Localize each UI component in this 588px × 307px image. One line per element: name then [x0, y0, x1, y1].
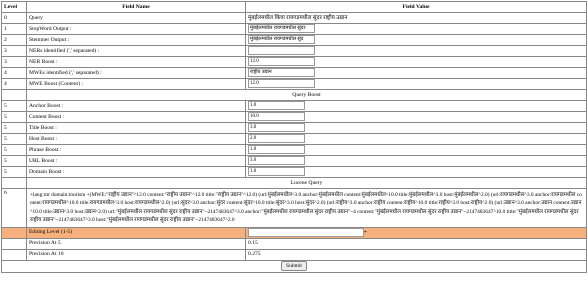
level-cell: 6 — [2, 189, 27, 228]
domain-boost-label: Domain Boost : — [27, 167, 246, 178]
ner-boost-field[interactable]: 12.0 — [248, 57, 315, 66]
stemmer-label: Stemmer Output : — [27, 35, 246, 46]
precision10-row — [2, 249, 587, 260]
submit-button[interactable]: Submit — [281, 261, 307, 271]
url-boost-field[interactable]: 3.0 — [248, 156, 305, 165]
level-cell: 0 — [2, 13, 27, 24]
phrase-boost-field[interactable]: 1.0 — [248, 145, 305, 154]
mwe-boost-label: MWE Boost (Content) : — [27, 79, 246, 90]
header-row — [2, 2, 587, 13]
level-cell: 4 — [2, 79, 27, 90]
ner-boost-row — [2, 57, 587, 68]
header-level: Level — [2, 2, 27, 13]
editing-level-row — [2, 227, 587, 238]
query-boost-section-row — [2, 90, 587, 101]
precision5-row — [2, 238, 587, 249]
level-cell: 5 — [2, 167, 27, 178]
precision10-value: 0.275 — [246, 249, 587, 260]
lucene-section-row — [2, 178, 587, 189]
query-label: Query — [27, 13, 246, 24]
level-cell: 5 — [2, 112, 27, 123]
lucene-query-row — [2, 189, 587, 228]
query-boost-heading: Query Boost — [27, 90, 587, 101]
level-cell: 3 — [2, 46, 27, 57]
level-cell: 5 — [2, 123, 27, 134]
query-analysis-table — [1, 1, 587, 273]
stemmer-row — [2, 35, 587, 46]
domain-boost-field[interactable]: 1.0 — [248, 167, 305, 176]
stopword-label: StopWord Output : — [27, 24, 246, 35]
title-boost-row — [2, 123, 587, 134]
level-cell: 1 — [2, 24, 27, 35]
mwes-row — [2, 68, 587, 79]
header-field-value: Field Value — [246, 2, 587, 13]
ners-row — [2, 46, 587, 57]
stopword-output-field[interactable]: मुंबईलमधील रायगडमधील सुंदर — [248, 24, 315, 33]
url-boost-label: URL Boost : — [27, 156, 246, 167]
mwe-boost-field[interactable]: 12.0 — [248, 79, 315, 88]
ner-boost-label: NER Boost : — [27, 57, 246, 68]
domain-boost-row — [2, 167, 587, 178]
precision5-label: Precision At 5 — [27, 238, 246, 249]
editing-level-label: Editing Level (1-5) — [27, 227, 246, 238]
level-cell: 3 — [2, 57, 27, 68]
anchor-boost-field[interactable]: 1.0 — [248, 101, 305, 110]
title-boost-field[interactable]: 3.0 — [248, 123, 305, 132]
phrase-boost-row — [2, 145, 587, 156]
ners-label: NERs identified (',' separated) : — [27, 46, 246, 57]
anchor-boost-row — [2, 101, 587, 112]
submit-row — [2, 260, 587, 272]
precision5-value: 0.15 — [246, 238, 587, 249]
lucene-heading: Lucene Query — [27, 178, 587, 189]
level-cell: 5 — [2, 101, 27, 112]
stemmer-output-field[interactable]: मुंबईलमधील रायगडमधील सुंद — [248, 35, 315, 44]
title-boost-label: Title Boost : — [27, 123, 246, 134]
level-cell: 5 — [2, 134, 27, 145]
ners-field[interactable] — [248, 46, 315, 55]
host-boost-row — [2, 134, 587, 145]
query-value: मुंबईलमधील किंवा रायगडमधील सुंदर राष्ट्रीय उद्यान — [246, 13, 587, 24]
host-boost-label: Host Boost : — [27, 134, 246, 145]
level-cell: 5 — [2, 156, 27, 167]
required-mark: * — [364, 229, 367, 236]
header-field-name: Field Name — [27, 2, 246, 13]
editing-level-input[interactable] — [248, 228, 364, 237]
mwes-label: MWEs identified (',' separated) : — [27, 68, 246, 79]
url-boost-row — [2, 156, 587, 167]
mwe-boost-row — [2, 79, 587, 90]
level-cell: 2 — [2, 35, 27, 46]
level-cell: 4 — [2, 68, 27, 79]
phrase-boost-label: Phrase Boost : — [27, 145, 246, 156]
anchor-boost-label: Anchor Boost : — [27, 101, 246, 112]
mwes-field[interactable]: राष्ट्रीय उद्यान — [248, 68, 315, 77]
content-boost-label: Content Boost : — [27, 112, 246, 123]
host-boost-field[interactable]: 2.0 — [248, 134, 305, 143]
content-boost-row — [2, 112, 587, 123]
level-cell: 5 — [2, 145, 27, 156]
query-row — [2, 13, 587, 24]
lucene-query-text: +lang:mr domain:tourism +(MWE:"राष्ट्रीय उद्यान"^12.0 content:"राष्ट्रीय उद्यान"^12.0 title:"राष्ट्रीय उद्यान"^12.0) (url:मुंबईलमधील^3.0 anchor:मुंबईलमधील content:मुंबईलमधील^10.0 title:मुंबईलमधील^3.0 host:मुंबईलमधील^2.0) (url:रायगडमधील^3.0 anchor:रायगडमधील content:रायगडमधील^10.0 title:रायगडमधील^3.0 host:रायगडमधील^2.0) (url:सुंदर^3.0 anchor:सुंदर content:सुंदर^10.0 title:सुंदर^3.0 host:सुंदर^2.0) (url:राष्ट्रीय^3.0 anchor:राष्ट्रीय content:राष्ट्रीय^10.0 title:राष्ट्रीय^3.0 host:राष्ट्रीय^2.0) (url:उद्यान^3.0 anchor:उद्यान content:उद्यान^10.0 title:उद्यान^3.0 host:उद्यान^2.0) url:"मुंबईलमधील रायगडमधील सुंदर राष्ट्रीय उद्यान"~2147483647^3.0 anchor:"मुंबईलमधील रायगडमधील सुंदर राष्ट्रीय उद्यान"~4 content:"मुंबईलमधील रायगडमधील सुंदर राष्ट्रीय उद्यान"~2147483647^10.0 title:"मुंबईलमधील रायगडमधील सुंदर राष्ट्रीय उद्यान"~2147483647^3.0 host:"मुंबईलमधील रायगडमधील सुंदर राष्ट्रीय उद्यान"~2147483647^2.0 — [27, 189, 587, 228]
precision10-label: Precision At 10 — [27, 249, 246, 260]
stopword-row — [2, 24, 587, 35]
content-boost-field[interactable]: 10.0 — [248, 112, 305, 121]
